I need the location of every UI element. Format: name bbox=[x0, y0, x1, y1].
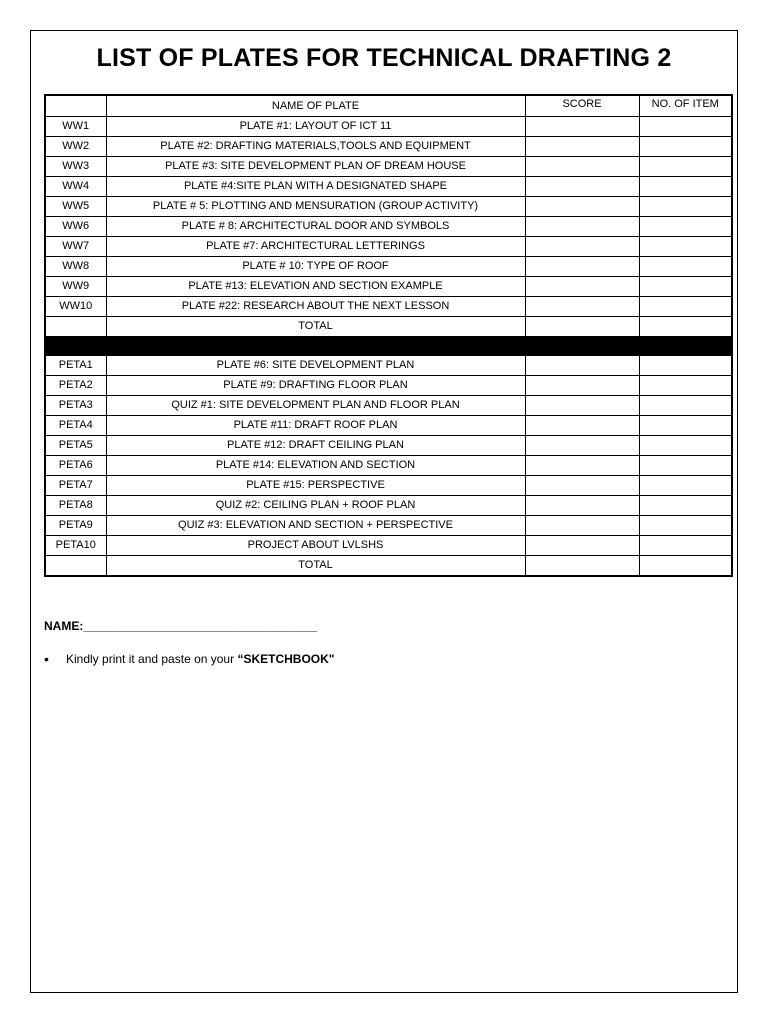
row-item-count[interactable] bbox=[639, 137, 732, 157]
row-code: WW8 bbox=[45, 257, 106, 277]
row-plate-name: PLATE #3: SITE DEVELOPMENT PLAN OF DREAM HOUSE bbox=[106, 157, 525, 177]
row-code: PETA3 bbox=[45, 396, 106, 416]
row-score[interactable] bbox=[525, 197, 639, 217]
peta-total-row bbox=[45, 556, 732, 577]
row-item-count[interactable] bbox=[639, 117, 732, 137]
row-code: PETA10 bbox=[45, 536, 106, 556]
row-code: WW5 bbox=[45, 197, 106, 217]
instruction-note bbox=[44, 651, 335, 667]
table-row bbox=[45, 277, 732, 297]
header-items: NO. OF ITEM bbox=[639, 95, 732, 117]
row-item-count[interactable] bbox=[639, 496, 732, 516]
row-score[interactable] bbox=[525, 376, 639, 396]
row-code: WW7 bbox=[45, 237, 106, 257]
row-code: WW4 bbox=[45, 177, 106, 197]
row-item-count[interactable] bbox=[639, 416, 732, 436]
peta-total-items[interactable] bbox=[639, 556, 732, 577]
row-code: WW9 bbox=[45, 277, 106, 297]
table-row bbox=[45, 536, 732, 556]
row-score[interactable] bbox=[525, 177, 639, 197]
row-score[interactable] bbox=[525, 117, 639, 137]
table-row bbox=[45, 356, 732, 376]
row-plate-name: PLATE # 10: TYPE OF ROOF bbox=[106, 257, 525, 277]
row-code: WW1 bbox=[45, 117, 106, 137]
table-row bbox=[45, 157, 732, 177]
row-score[interactable] bbox=[525, 496, 639, 516]
row-score[interactable] bbox=[525, 137, 639, 157]
peta-total-score[interactable] bbox=[525, 556, 639, 577]
row-score[interactable] bbox=[525, 536, 639, 556]
row-score[interactable] bbox=[525, 217, 639, 237]
row-plate-name: PLATE #13: ELEVATION AND SECTION EXAMPLE bbox=[106, 277, 525, 297]
ww-total-label: TOTAL bbox=[106, 317, 525, 337]
table-row bbox=[45, 217, 732, 237]
table-row bbox=[45, 117, 732, 137]
table-row bbox=[45, 516, 732, 536]
header-name: NAME OF PLATE bbox=[106, 95, 525, 117]
table-row bbox=[45, 257, 732, 277]
table-row bbox=[45, 177, 732, 197]
table-row bbox=[45, 197, 732, 217]
row-score[interactable] bbox=[525, 396, 639, 416]
row-plate-name: QUIZ #1: SITE DEVELOPMENT PLAN AND FLOOR PLAN bbox=[106, 396, 525, 416]
ww-total-code bbox=[45, 317, 106, 337]
table-row bbox=[45, 137, 732, 157]
ww-section bbox=[45, 117, 732, 317]
header-code bbox=[45, 95, 106, 117]
row-code: PETA1 bbox=[45, 356, 106, 376]
row-item-count[interactable] bbox=[639, 277, 732, 297]
row-code: PETA2 bbox=[45, 376, 106, 396]
table-row bbox=[45, 376, 732, 396]
row-score[interactable] bbox=[525, 297, 639, 317]
table-row bbox=[45, 416, 732, 436]
table-row bbox=[45, 396, 732, 416]
row-code: WW2 bbox=[45, 137, 106, 157]
row-code: PETA4 bbox=[45, 416, 106, 436]
row-plate-name: PLATE #14: ELEVATION AND SECTION bbox=[106, 456, 525, 476]
ww-total-section bbox=[45, 317, 732, 356]
plates-table bbox=[44, 94, 733, 577]
row-item-count[interactable] bbox=[639, 157, 732, 177]
row-plate-name: PROJECT ABOUT LVLSHS bbox=[106, 536, 525, 556]
row-plate-name: PLATE #4:SITE PLAN WITH A DESIGNATED SHAPE bbox=[106, 177, 525, 197]
row-plate-name: PLATE # 5: PLOTTING AND MENSURATION (GROUP ACTIVITY) bbox=[106, 197, 525, 217]
header-score: SCORE bbox=[525, 95, 639, 117]
row-code: PETA5 bbox=[45, 436, 106, 456]
ww-total-score[interactable] bbox=[525, 317, 639, 337]
row-code: WW10 bbox=[45, 297, 106, 317]
row-score[interactable] bbox=[525, 157, 639, 177]
row-plate-name: PLATE #9: DRAFTING FLOOR PLAN bbox=[106, 376, 525, 396]
row-score[interactable] bbox=[525, 476, 639, 496]
table-row bbox=[45, 237, 732, 257]
row-item-count[interactable] bbox=[639, 356, 732, 376]
table-row bbox=[45, 456, 732, 476]
row-item-count[interactable] bbox=[639, 456, 732, 476]
section-divider bbox=[45, 337, 732, 356]
row-score[interactable] bbox=[525, 436, 639, 456]
row-code: PETA9 bbox=[45, 516, 106, 536]
instruction-emphasis: “SKETCHBOOK" bbox=[237, 652, 335, 666]
table-row bbox=[45, 476, 732, 496]
bullet-icon: • bbox=[44, 651, 49, 667]
row-item-count[interactable] bbox=[639, 536, 732, 556]
row-score[interactable] bbox=[525, 516, 639, 536]
row-plate-name: PLATE #12: DRAFT CEILING PLAN bbox=[106, 436, 525, 456]
name-field[interactable]: NAME:___________________________________ bbox=[44, 619, 317, 633]
peta-total-code bbox=[45, 556, 106, 577]
ww-total-row bbox=[45, 317, 732, 337]
row-plate-name: PLATE # 8: ARCHITECTURAL DOOR AND SYMBOLS bbox=[106, 217, 525, 237]
row-item-count[interactable] bbox=[639, 396, 732, 416]
row-item-count[interactable] bbox=[639, 257, 732, 277]
row-code: PETA8 bbox=[45, 496, 106, 516]
row-plate-name: PLATE #2: DRAFTING MATERIALS,TOOLS AND EQUIPMENT bbox=[106, 137, 525, 157]
row-plate-name: PLATE #22: RESEARCH ABOUT THE NEXT LESSON bbox=[106, 297, 525, 317]
row-score[interactable] bbox=[525, 277, 639, 297]
row-score[interactable] bbox=[525, 237, 639, 257]
row-item-count[interactable] bbox=[639, 237, 732, 257]
row-item-count[interactable] bbox=[639, 197, 732, 217]
row-plate-name: PLATE #1: LAYOUT OF ICT 11 bbox=[106, 117, 525, 137]
peta-section bbox=[45, 356, 732, 556]
row-score[interactable] bbox=[525, 257, 639, 277]
row-item-count[interactable] bbox=[639, 376, 732, 396]
peta-total-section bbox=[45, 556, 732, 577]
row-item-count[interactable] bbox=[639, 476, 732, 496]
row-item-count[interactable] bbox=[639, 297, 732, 317]
row-plate-name: PLATE #6: SITE DEVELOPMENT PLAN bbox=[106, 356, 525, 376]
ww-total-items[interactable] bbox=[639, 317, 732, 337]
row-plate-name: PLATE #15: PERSPECTIVE bbox=[106, 476, 525, 496]
row-code: PETA7 bbox=[45, 476, 106, 496]
row-item-count[interactable] bbox=[639, 516, 732, 536]
row-score[interactable] bbox=[525, 416, 639, 436]
document-title: LIST OF PLATES FOR TECHNICAL DRAFTING 2 bbox=[96, 44, 672, 72]
table-row bbox=[45, 436, 732, 456]
row-score[interactable] bbox=[525, 356, 639, 376]
row-score[interactable] bbox=[525, 456, 639, 476]
table-header-row bbox=[45, 95, 732, 117]
peta-total-label: TOTAL bbox=[106, 556, 525, 577]
instruction-text: Kindly print it and paste on your bbox=[66, 652, 238, 666]
row-plate-name: QUIZ #3: ELEVATION AND SECTION + PERSPECTIVE bbox=[106, 516, 525, 536]
section-divider-cell bbox=[45, 337, 732, 356]
row-plate-name: PLATE #11: DRAFT ROOF PLAN bbox=[106, 416, 525, 436]
table-row bbox=[45, 297, 732, 317]
row-code: PETA6 bbox=[45, 456, 106, 476]
row-item-count[interactable] bbox=[639, 436, 732, 456]
row-code: WW6 bbox=[45, 217, 106, 237]
row-plate-name: PLATE #7: ARCHITECTURAL LETTERINGS bbox=[106, 237, 525, 257]
row-item-count[interactable] bbox=[639, 177, 732, 197]
row-item-count[interactable] bbox=[639, 217, 732, 237]
row-code: WW3 bbox=[45, 157, 106, 177]
table-row bbox=[45, 496, 732, 516]
row-plate-name: QUIZ #2: CEILING PLAN + ROOF PLAN bbox=[106, 496, 525, 516]
